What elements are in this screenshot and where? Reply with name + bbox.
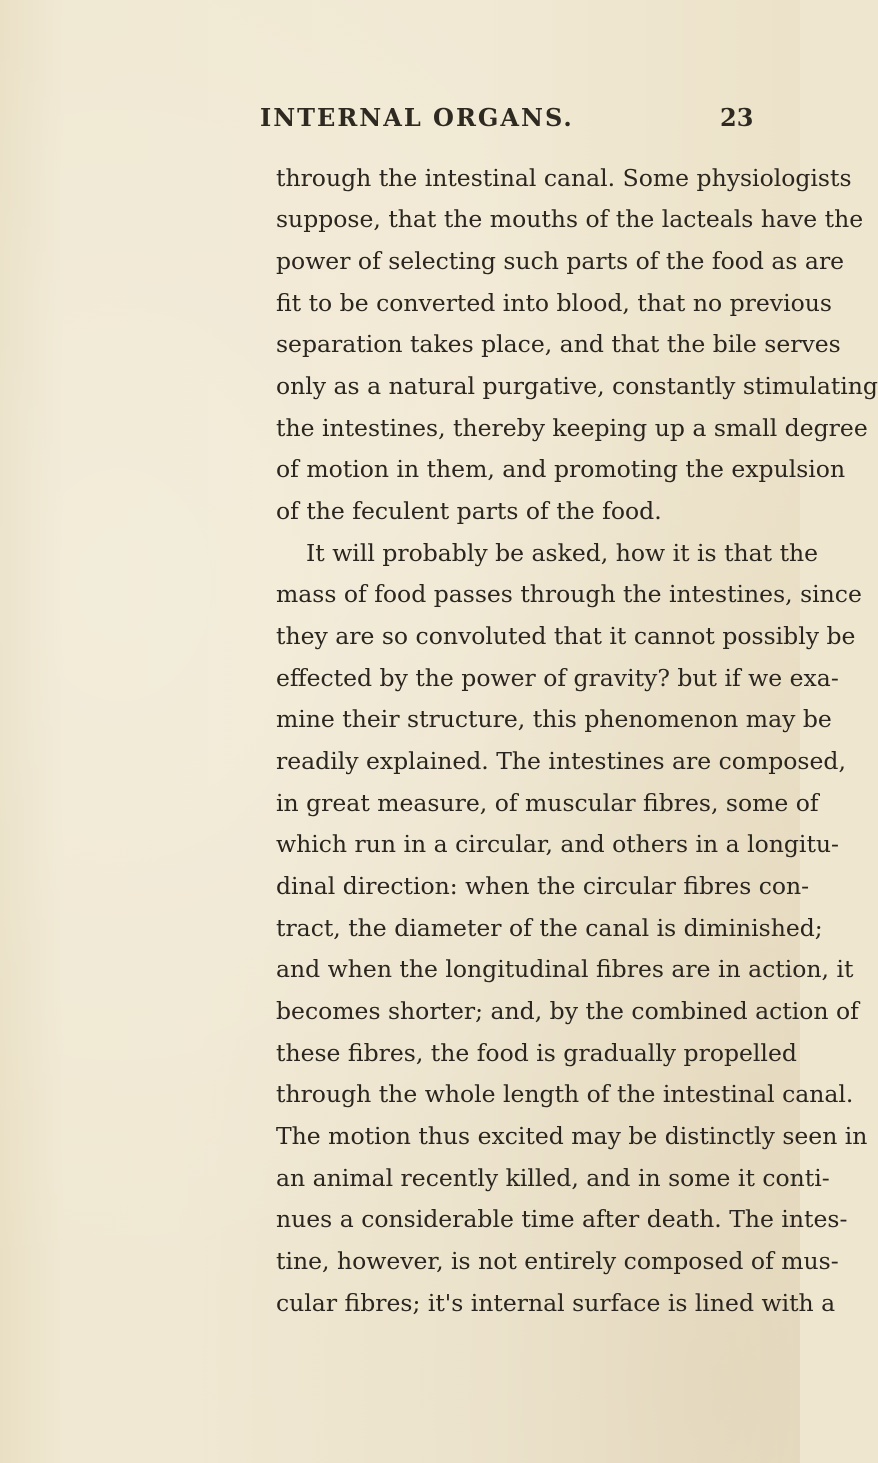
text-line: suppose, that the mouths of the lacteals have the — [276, 205, 864, 233]
text-line: dinal direction: when the circular fibres con- — [276, 872, 810, 900]
text-line: mass of food passes through the intestines, since — [276, 580, 862, 608]
text-line: the intestines, thereby keeping up a small degree — [276, 414, 868, 442]
text-line: The motion thus excited may be distinctly seen in — [276, 1122, 868, 1150]
text-line: and when the longitudinal fibres are in action, it — [276, 955, 854, 983]
text-line: tine, however, is not entirely composed of mus- — [276, 1247, 839, 1275]
text-line: tract, the diameter of the canal is diminished; — [276, 914, 823, 942]
text-line: cular fibres; it's internal surface is lined with a — [276, 1289, 836, 1317]
text-line: only as a natural purgative, constantly stimulating — [276, 372, 878, 400]
text-line: these fibres, the food is gradually propelled — [276, 1039, 797, 1067]
text-line: nues a considerable time after death. The intes- — [276, 1205, 848, 1233]
running-head: INTERNAL ORGANS. — [260, 103, 574, 132]
page-number: 23 — [720, 103, 754, 132]
paragraph-first-line: It will probably be asked, how it is that the — [306, 539, 819, 567]
text-line: through the whole length of the intestinal canal. — [276, 1080, 854, 1108]
text-line: becomes shorter; and, by the combined action of — [276, 997, 859, 1025]
text-line: readily explained. The intestines are composed, — [276, 747, 846, 775]
text-line: of the feculent parts of the food. — [276, 497, 662, 525]
text-line: they are so convoluted that it cannot possibly be — [276, 622, 856, 650]
text-line: mine their structure, this phenomenon may be — [276, 705, 832, 733]
text-line: in great measure, of muscular fibres, some of — [276, 789, 819, 817]
text-line: fit to be converted into blood, that no previous — [276, 289, 832, 317]
text-line: power of selecting such parts of the food as are — [276, 247, 845, 275]
text-line: which run in a circular, and others in a longitu- — [276, 830, 839, 858]
text-line: of motion in them, and promoting the expulsion — [276, 455, 846, 483]
text-line: through the intestinal canal. Some physiologists — [276, 164, 852, 192]
page-header — [0, 103, 800, 143]
text-line: an animal recently killed, and in some it conti- — [276, 1164, 830, 1192]
text-line: separation takes place, and that the bile serves — [276, 330, 841, 358]
text-line: effected by the power of gravity? but if we exa- — [276, 664, 839, 692]
